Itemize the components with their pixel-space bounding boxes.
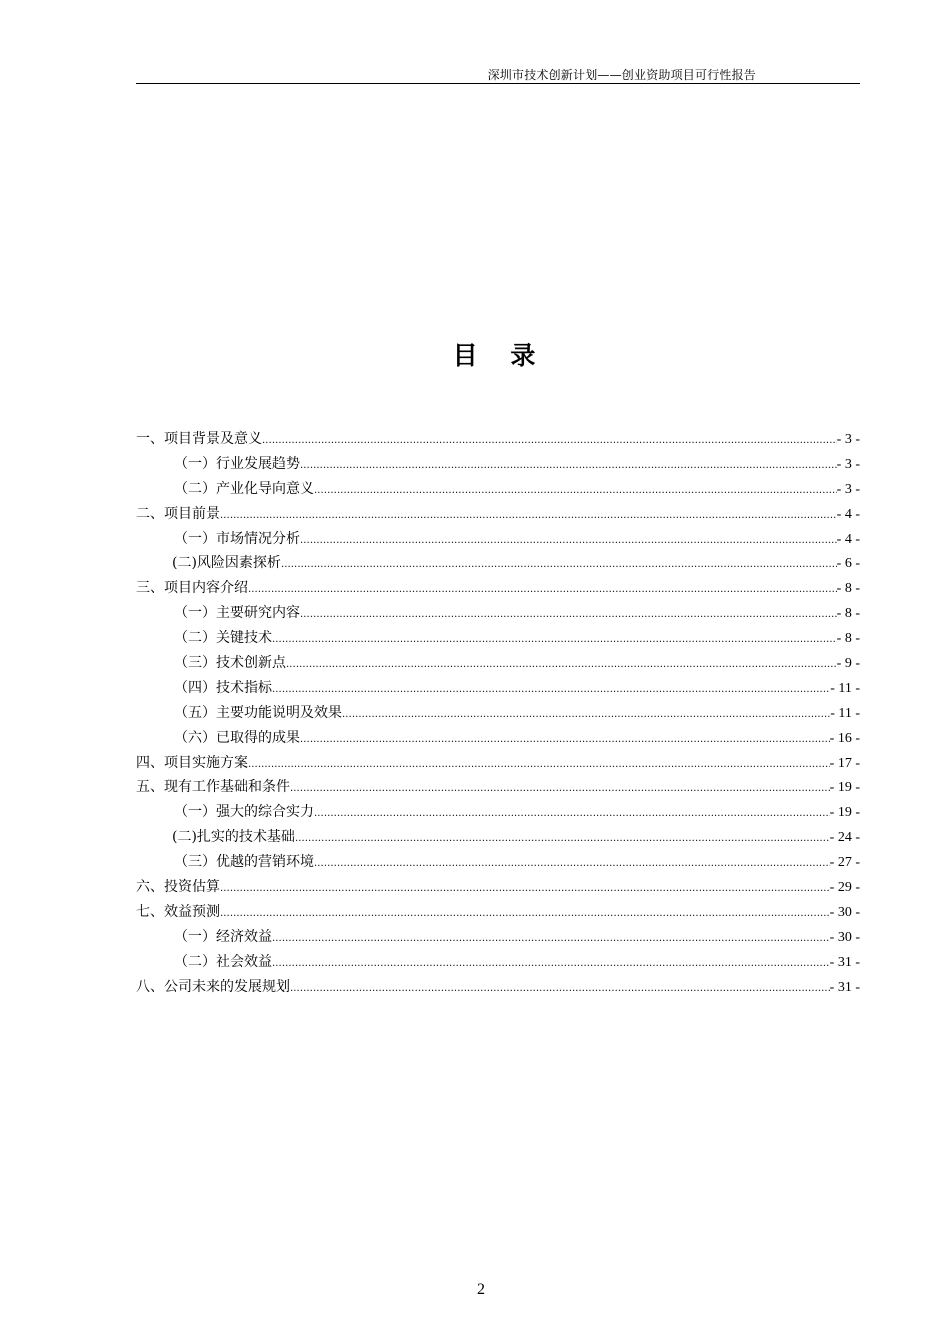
- toc-dot-leader: [295, 827, 830, 852]
- toc-entry-page: - 8 -: [836, 631, 860, 647]
- toc-entry[interactable]: [136, 900, 860, 925]
- toc-dot-leader: [314, 479, 837, 504]
- toc-entry-label: （二）社会效益: [174, 953, 272, 970]
- toc-entry[interactable]: [136, 726, 860, 751]
- toc-entry-page: - 3 -: [836, 456, 860, 472]
- toc-entry[interactable]: [136, 701, 860, 726]
- toc-entry-page: - 16 -: [829, 730, 860, 746]
- toc-dot-leader: [342, 703, 830, 728]
- toc-entry[interactable]: [136, 626, 860, 651]
- toc-entry-label: （二）产业化导向意义: [174, 480, 314, 497]
- toc-entry-label: 四、项目实施方案: [136, 754, 248, 771]
- toc-entry-label: 三、项目内容介绍: [136, 580, 248, 597]
- toc-entry[interactable]: [136, 502, 860, 527]
- toc-entry[interactable]: [136, 950, 860, 975]
- toc-entry-label: （一）经济效益: [174, 928, 272, 945]
- toc-entry[interactable]: [136, 477, 860, 502]
- toc-entry-page: - 9 -: [836, 656, 860, 672]
- toc-dot-leader: [272, 927, 830, 952]
- toc-entry-page: - 19 -: [829, 780, 860, 796]
- toc-entry[interactable]: [136, 925, 860, 950]
- toc-entry[interactable]: [136, 551, 860, 576]
- toc-dot-leader: [272, 952, 830, 977]
- toc-entry-page: - 11 -: [830, 680, 860, 696]
- toc-dot-leader: [262, 429, 837, 454]
- toc-entry[interactable]: [136, 800, 860, 825]
- toc-entry-page: - 6 -: [836, 556, 860, 572]
- toc-entry-label: （三）技术创新点: [174, 655, 286, 672]
- toc-entry-label: 二、项目前景: [136, 505, 220, 522]
- toc-entry[interactable]: [136, 676, 860, 701]
- toc-dot-leader: [290, 777, 830, 802]
- toc-entry-label: （一）强大的综合实力: [174, 804, 314, 821]
- toc-entry[interactable]: [136, 527, 860, 552]
- toc-entry-page: - 11 -: [830, 705, 860, 721]
- toc-entry-label: 八、公司未来的发展规划: [136, 978, 290, 995]
- toc-entry-label: （六）已取得的成果: [174, 729, 300, 746]
- toc-dot-leader: [281, 553, 837, 578]
- toc-entry[interactable]: [136, 751, 860, 776]
- toc-dot-leader: [290, 977, 830, 1002]
- toc-entry-page: - 30 -: [829, 904, 860, 920]
- toc-entry-label: (二)扎实的技术基础: [172, 829, 295, 846]
- toc-dot-leader: [300, 454, 837, 479]
- toc-dot-leader: [272, 678, 830, 703]
- toc-entry-page: - 3 -: [836, 432, 860, 447]
- page-number: 2: [477, 1281, 485, 1298]
- toc-entry-label: （五）主要功能说明及效果: [174, 704, 342, 721]
- toc-dot-leader: [220, 902, 830, 927]
- toc-entry-label: （二）关键技术: [174, 630, 272, 647]
- toc-entry-label: 五、现有工作基础和条件: [136, 779, 290, 796]
- toc-dot-leader: [314, 852, 830, 877]
- toc-entry[interactable]: [136, 975, 860, 1000]
- toc-entry-label: 一、项目背景及意义: [136, 431, 262, 447]
- toc-entry[interactable]: [136, 775, 860, 800]
- toc-entry-page: - 24 -: [829, 830, 860, 846]
- toc-entry-label: （一）主要研究内容: [174, 605, 300, 622]
- toc-entry-page: - 8 -: [836, 581, 860, 597]
- toc-entry-label: （一）行业发展趋势: [174, 455, 300, 472]
- header-rule: [136, 83, 860, 84]
- toc-entry-page: - 19 -: [829, 805, 860, 821]
- toc-dot-leader: [272, 628, 837, 653]
- toc-entry-page: - 17 -: [829, 755, 860, 771]
- toc-entry[interactable]: [136, 875, 860, 900]
- toc-entry-page: - 29 -: [829, 880, 860, 896]
- toc-entry-label: （四）技术指标: [174, 679, 272, 696]
- toc-entry-label: （一）市场情况分析: [174, 530, 300, 547]
- toc-entry-label: (二)风险因素探析: [172, 555, 281, 572]
- toc-dot-leader: [300, 529, 837, 554]
- toc-dot-leader: [220, 877, 830, 902]
- toc-dot-leader: [220, 504, 837, 529]
- running-header: 深圳市技术创新计划——创业资助项目可行性报告: [487, 68, 756, 82]
- toc-entry-label: 六、投资估算: [136, 879, 220, 896]
- toc-entry-label: 七、效益预测: [136, 903, 220, 920]
- toc-entry-page: - 27 -: [829, 855, 860, 871]
- toc-dot-leader: [300, 603, 837, 628]
- toc-title: 目 录: [452, 341, 548, 370]
- table-of-contents: [136, 427, 860, 999]
- toc-entry-page: - 31 -: [829, 979, 860, 995]
- toc-entry[interactable]: [136, 850, 860, 875]
- toc-entry[interactable]: [136, 651, 860, 676]
- toc-entry[interactable]: [136, 825, 860, 850]
- toc-entry-page: - 8 -: [836, 606, 860, 622]
- toc-dot-leader: [248, 753, 830, 778]
- toc-dot-leader: [286, 653, 837, 678]
- toc-entry-page: - 30 -: [829, 929, 860, 945]
- toc-entry-page: - 4 -: [836, 531, 860, 547]
- toc-entry-page: - 3 -: [836, 481, 860, 497]
- toc-dot-leader: [300, 728, 830, 753]
- toc-entry-page: - 31 -: [829, 954, 860, 970]
- toc-entry[interactable]: [136, 576, 860, 601]
- toc-entry[interactable]: [136, 601, 860, 626]
- toc-entry-page: - 4 -: [836, 506, 860, 522]
- toc-dot-leader: [314, 802, 830, 827]
- toc-dot-leader: [248, 578, 837, 603]
- toc-entry[interactable]: [136, 452, 860, 477]
- toc-entry-label: （三）优越的营销环境: [174, 854, 314, 871]
- toc-entry[interactable]: [136, 427, 860, 452]
